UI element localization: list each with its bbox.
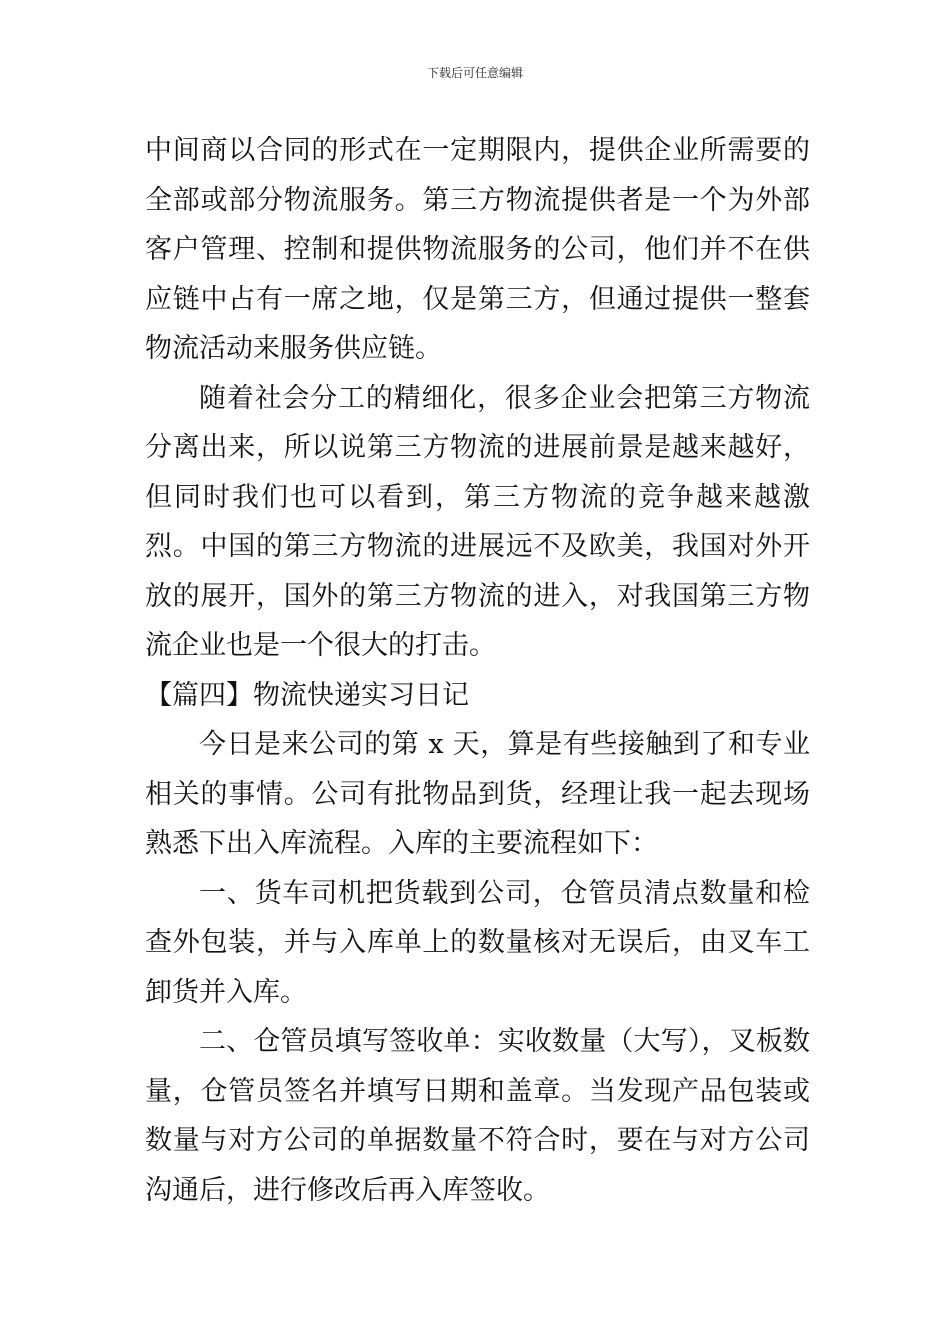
- paragraph-intro: 中间商以合同的形式在一定期限内，提供企业所需要的全部或部分物流服务。第三方物流提供者是一个为外部客户管理、控制和提供物流服务的公司，他们并不在供应链中占有一席之地，仅是第三方，但通过提供一整套物流活动来服务供应链。: [145, 135, 810, 364]
- paragraph-diary-intro: 今日是来公司的第 x 天，算是有些接触到了和专业相关的事情。公司有批物品到货，经理让我一起去现场熟悉下出入库流程。入库的主要流程如下：: [145, 729, 810, 859]
- paragraph-step-two: 二、仓管员填写签收单：实收数量（大写），叉板数量，仓管员签名并填写日期和盖章。当发现产品包装或数量与对方公司的单据数量不符合时，要在与对方公司沟通后，进行修改后再入库签收。: [145, 1026, 810, 1206]
- page-header: 下载后可任意编辑: [426, 66, 523, 80]
- paragraph-step-one: 一、货车司机把货载到公司，仓管员清点数量和检查外包装，并与入库单上的数量核对无误后，由叉车工卸货并入库。: [145, 877, 810, 1008]
- section-heading: 【篇四】物流快递实习日记: [145, 679, 469, 711]
- paragraph-third-party-logistics: 随着社会分工的精细化，很多企业会把第三方物流分离出来，所以说第三方物流的进展前景是越来越好，但同时我们也可以看到，第三方物流的竞争越来越激烈。中国的第三方物流的进展远不及欧美，我国对外开放的展开，国外的第三方物流的进入，对我国第三方物流企业也是一个很大的打击。: [145, 382, 810, 661]
- document-body: [145, 126, 810, 1215]
